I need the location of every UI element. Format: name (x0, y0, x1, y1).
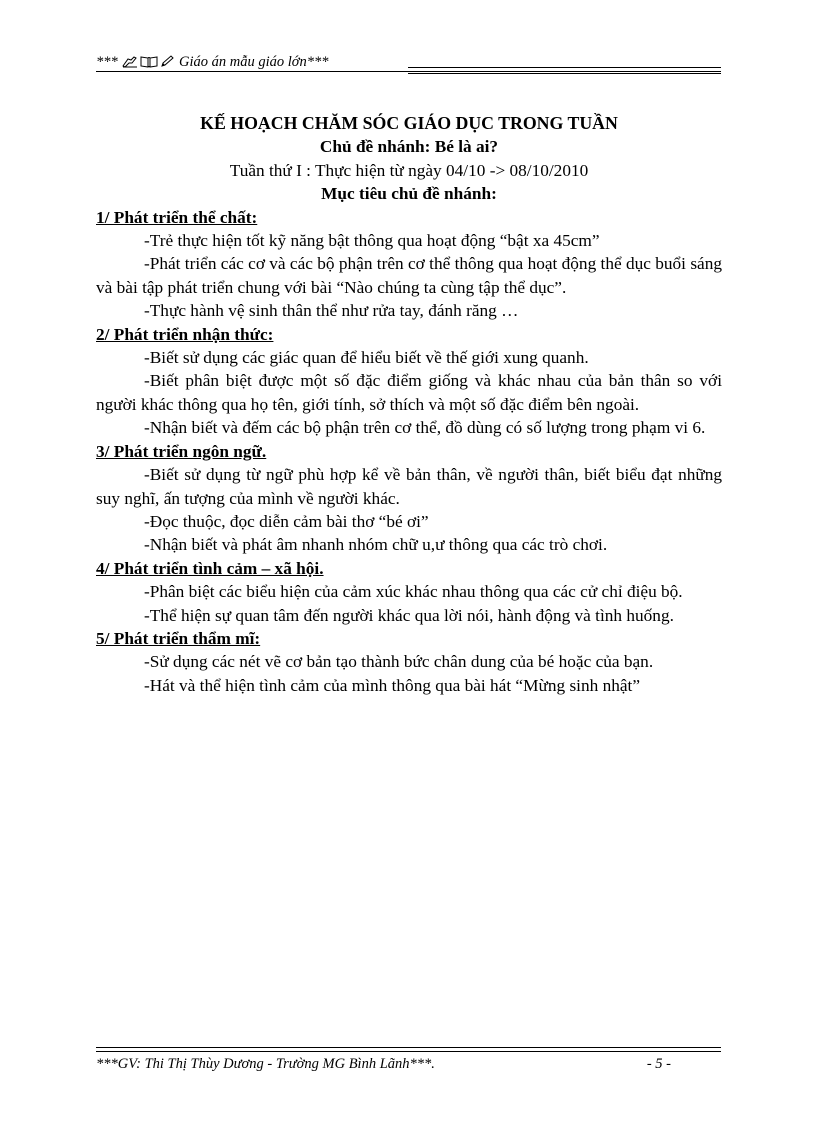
footer-author: ***GV: Thi Thị Thùy Dương - Trường MG Bình Lãnh***. (96, 1056, 435, 1072)
list-item: -Hát và thể hiện tình cảm của mình thông qua bài hát “Mừng sinh nhật” (144, 675, 640, 695)
list-item: -Sử dụng các nét vẽ cơ bản tạo thành bức chân dung của bé hoặc của bạn. (144, 652, 654, 672)
page-footer (96, 1047, 721, 1077)
list-item: -Phân biệt các biểu hiện của cảm xúc khác nhau thông qua các cử chỉ điệu bộ. (144, 582, 683, 602)
list-item: -Biết sử dụng các giác quan để hiểu biết về thế giới xung quanh. (144, 348, 589, 368)
section-cognitive (96, 323, 722, 440)
section-heading: 4/ Phát triển tình cảm – xã hội. (96, 558, 324, 578)
section-aesthetic (96, 627, 722, 697)
list-item: -Nhận biết và phát âm nhanh nhóm chữ u,ư thông qua các trò chơi. (144, 535, 608, 555)
footer-double-rule (96, 1047, 721, 1052)
list-item: -Biết phân biệt được một số đặc điểm giống và khác nhau của bản thân so với người khác thông qua họ tên, giới tính, sở thích và một số đặc điểm bên ngoài. (96, 371, 722, 414)
list-item: -Phát triển các cơ và các bộ phận trên cơ thể thông qua hoạt động thể dục buổi sáng và bài tập phát triển chung với bài “Nào chúng ta cùng tập thể dục”. (96, 254, 722, 297)
section-heading: 3/ Phát triển ngôn ngữ. (96, 441, 267, 461)
section-heading: 5/ Phát triển thẩm mĩ: (96, 628, 261, 648)
list-item: -Thể hiện sự quan tâm đến người khác qua lời nói, hành động và tình huống. (144, 605, 674, 625)
list-item: -Thực hành vệ sinh thân thể như rửa tay, đánh răng … (144, 301, 519, 321)
topic-subtitle: Chủ đề nhánh: Bé là ai? (319, 137, 499, 157)
document-body (96, 112, 722, 697)
objectives-heading: Mục tiêu chủ đề nhánh: (321, 184, 497, 204)
document-title: KẾ HOẠCH CHĂM SÓC GIÁO DỤC TRONG TUẦN (200, 113, 618, 133)
header-double-rule (408, 67, 721, 72)
list-item: -Biết sử dụng từ ngữ phù hợp kể về bản thân, về người thân, biết biểu đạt những suy nghĩ, ấn tượng của mình về người khác. (96, 465, 722, 508)
section-language (96, 440, 722, 557)
header-prefix: *** (96, 54, 122, 70)
page-header (96, 51, 721, 75)
header-underline (96, 71, 408, 72)
header-title: Giáo án mẫu giáo lớn*** (175, 54, 329, 70)
page-number: - 5 - (646, 1056, 671, 1072)
section-physical (96, 206, 722, 323)
section-heading: 2/ Phát triển nhận thức: (96, 324, 274, 344)
header-rule-bottom (408, 73, 721, 74)
list-item: -Trẻ thực hiện tốt kỹ năng bật thông qua hoạt động “bật xa 45cm” (144, 231, 600, 251)
list-item: -Nhận biết và đếm các bộ phận trên cơ thể, đồ dùng có số lượng trong phạm vi 6. (144, 418, 706, 438)
week-line: Tuần thứ I : Thực hiện từ ngày 04/10 -> 08/10/2010 (229, 160, 589, 180)
section-heading: 1/ Phát triển thể chất: (96, 207, 258, 227)
section-social-emotional (96, 557, 722, 627)
list-item: -Đọc thuộc, đọc diễn cảm bài thơ “bé ơi” (144, 511, 429, 531)
